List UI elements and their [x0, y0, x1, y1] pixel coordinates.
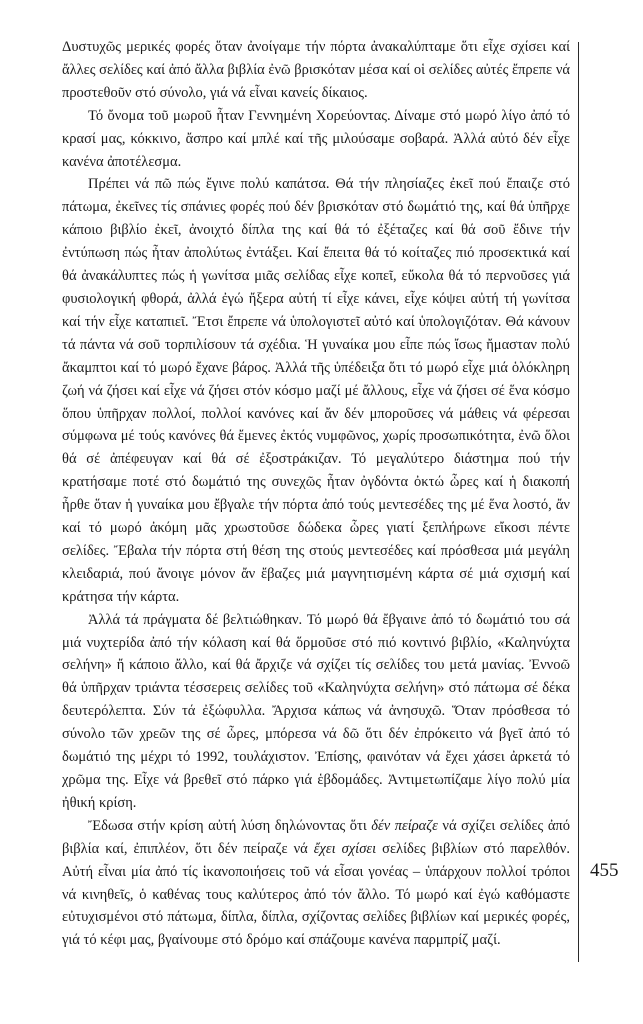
paragraph-5 — [62, 815, 570, 952]
margin-rule — [578, 42, 579, 962]
paragraph-5-emphasis-1: δέν πείραζε — [371, 817, 438, 834]
page-number: 455 — [590, 860, 619, 881]
paragraph-3: Πρέπει νά πῶ πώς ἔγινε πολύ καπάτσα. Θά τήν πλησίαζες ἐκεῖ πού ἔπαιζε στό πάτωμα, ἐκεῖνες τίς σπάνιες φορές πού δέν βρισκόταν στό δωμάτιό της, καί θά ὑπῆρχε κάποιο βιβλίο ἐκεῖ, ἀνοιχτό δίπλα της καί θά τό ἐξέταζες καί θά σοῦ ἔδινε τήν ἐντύπωση πώς ἦταν ἀπολύτως ἐντάξει. Καί ἔπειτα θά τό κοίταζες πιό προσεκτικά καί θά ἀνακάλυπτες πώς ἡ γωνίτσα μιᾶς σελίδας εἶχε κοπεῖ, εὔκολα θά τό περνοῦσες γιά φυσιολογική φθορά, ἀλλά ἐγώ ἤξερα αὐτή τί εἶχε κάνει, εἶχε κόψει αὐτή τή γωνίτσα καί τήν εἶχε καταπιεῖ. Ἔτσι ἔπρεπε νά ὑπολογιστεῖ αὐτό καί ὑπολογιζόταν. Θά κάνουν τά πάντα νά σοῦ τορπιλίσουν τά σχέδια. Ἡ γυναίκα μου εἶπε πώς ἴσως ἤμασταν πολύ ἄκαμπτοι καί τό μωρό ἔχανε βάρος. Ἀλλά τῆς ὑπέδειξα ὅτι τό μωρό εἶχε μιά ὁλόκληρη ζωή νά ζήσει καί εἶχε νά ζήσει στόν κόσμο μαζί μέ ἄλλους, εἶχε νά ζήσει σέ ἕνα κόσμο ὅπου ὑπῆρχαν πολλοί, πολλοί κανόνες καί ἄν δέν μποροῦσες νά μάθεις νά φέρεσαι σύμφωνα μέ τούς κανόνες θά ἔμενες ἐκτός νυμφῶνος, χωρίς προσωπικότητα, ἐνῶ ὅλοι θά σέ ἀπέφευγαν καί θά σέ ἐξοστράκιζαν. Τό μεγαλύτερο διάστημα πού τήν κρατήσαμε ποτέ στό δωμάτιό της συνεχῶς ἦταν ὀγδόντα ὀκτώ ὧρες καί ἡ διακοπή ἦρθε ὅταν ἡ γυναίκα μου ἔβγαλε τήν πόρτα ἀπό τούς μεντεσέδες της μέ ἕνα λοστό, ἄν καί τό μωρό ἀκόμη μᾶς χρωστοῦσε δώδεκα ὧρες γιατί ξεπλήρωνε εἴκοσι πέντε σελίδες. Ἔβαλα τήν πόρτα στή θέση της στούς μεντεσέδες καί πρόσθεσα μιά μεγάλη κλειδαριά, πού ἄνοιγε μόνον ἄν ἔβαζες μιά μαγνητισμένη κάρτα σέ μιά σχισμή καί κράτησα τήν κάρτα. — [62, 176, 570, 605]
body-text — [62, 36, 570, 952]
paragraph-5-emphasis-2: ἔχει σχίσει — [313, 840, 377, 857]
paragraph-5-text-c: σελίδες βιβλίων στό παρελθόν. Αὐτή εἶναι μία ἀπό τίς ἱκανοποιήσεις τοῦ νά εἶσαι γονέας – ὑπάρχουν πολλοί τρόποι νά κινηθεῖς, ὁ καθένας τους καλύτερος ἀπό τόν ἄλλο. Τό μωρό καί ἐγώ καθόμαστε εὐτυχισμένοι στό πάτωμα, δίπλα, δίπλα, σχίζοντας σελίδες βιβλίων καί μερικές φορές, γιά τό κέφι μας, βγαίνουμε στό δρόμο καί σπάζουμε κανένα παρμπρίζ μαζί. — [62, 840, 570, 949]
paragraph-5-text-b: νά σχίζει σελίδες ἀπό βιβλία καί, ἐπιπλέον, ὅτι δέν πείραζε νά — [62, 817, 570, 857]
paragraph-5-text-a: Ἔδωσα στήν κρίση αὐτή λύση δηλώνοντας ὅτι — [88, 817, 372, 834]
paragraph-4: Ἀλλά τά πράγματα δέ βελτιώθηκαν. Τό μωρό θά ἔβγαινε ἀπό τό δωμάτιό του σά μιά νυχτερίδα ἀπό τήν κόλαση καί θά ὅρμοῦσε στό πιό κοντινό βιβλίο, «Καληνύχτα σελήνη» ἤ κάποιο ἄλλο, καί θά ἄρχιζε νά σχίζει τίς σελίδες του μετά μανίας. Ἐννοῶ θά ὑπῆρχαν τριάντα τέσσερεις σελίδες τοῦ «Καληνύχτα σελήνη» στό πάτωμα σέ δέκα δευτερόλεπτα. Σύν τά ἐξώφυλλα. Ἄρχισα κάπως νά ἀνησυχῶ. Ὅταν πρόσθεσα τό σύνολο τῶν χρεῶν της σέ ὧρες, μπόρεσα νά δῶ ὅτι δέν ἐπρόκειτο νά βγεῖ ἀπό τό δωμάτιό της μέχρι τό 1992, τουλάχιστον. Ἐπίσης, φαινόταν νά ἔχει χάσει ἀρκετά τό χρῶμα της. Εἶχε νά βρεθεῖ στό πάρκο γιά ἑβδομάδες. Ἀντιμετωπίζαμε λίγο πολύ μία ἠθική κρίση. — [62, 611, 570, 811]
paragraph-2: Τό ὄνομα τοῦ μωροῦ ἦταν Γεννημένη Χορεύοντας. Δίναμε στό μωρό λίγο ἀπό τό κρασί μας, κόκκινο, ἄσπρο καί μπλέ καί τῆς μιλούσαμε σοβαρά. Ἀλλά αὐτό δέν εἶχε κανένα ἀποτέλεσμα. — [62, 107, 570, 170]
paragraph-1: Δυστυχῶς μερικές φορές ὅταν ἀνοίγαμε τήν πόρτα ἀνακαλύπταμε ὅτι εἶχε σχίσει καί ἄλλες σελίδες καί ἀπό ἄλλα βιβλία ἐνῶ βρισκόταν μέσα καί οἱ σελίδες αὐτές ἔπρεπε νά προστεθοῦν στό σύνολο, γιά νά εἶναι κανείς δίκαιος. — [62, 39, 570, 101]
